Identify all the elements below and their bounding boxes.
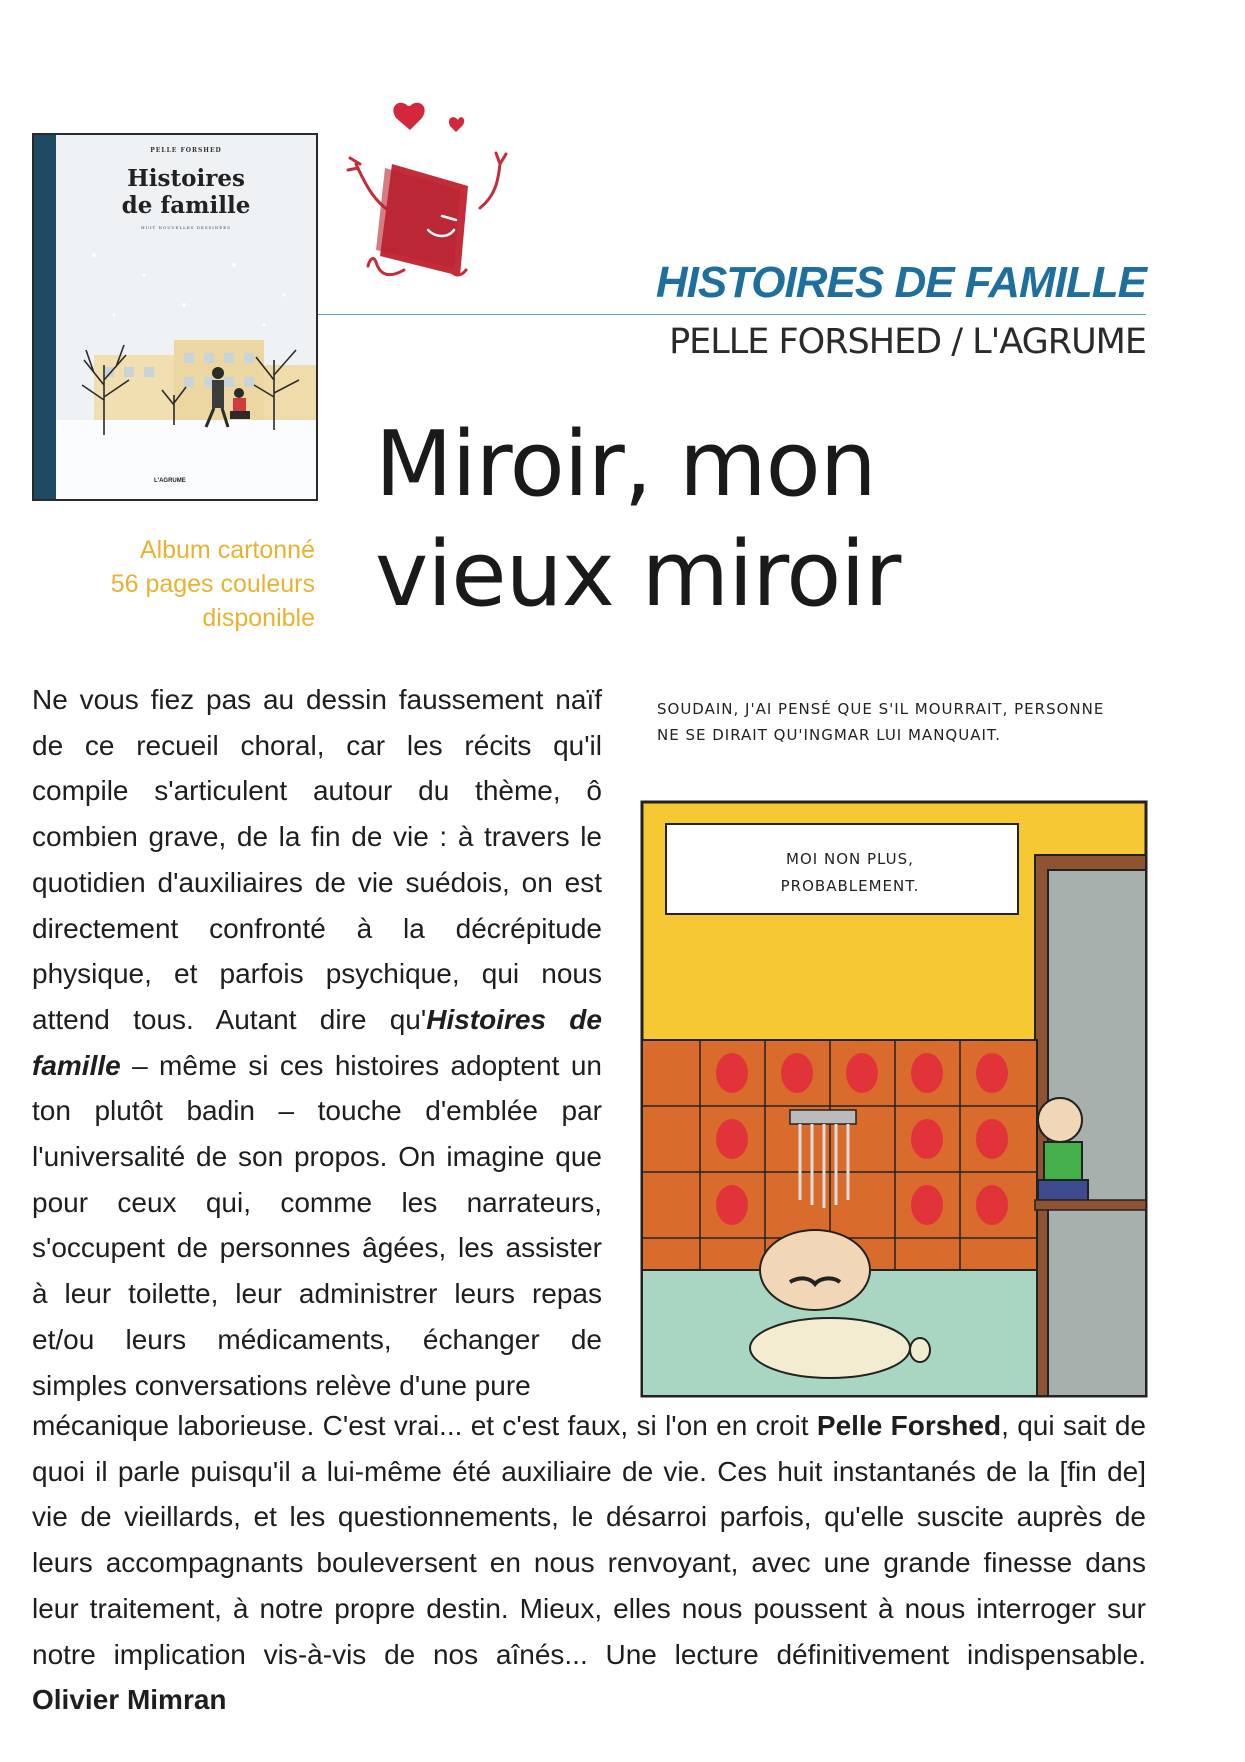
author-inline: Pelle Forshed (816, 1410, 1002, 1441)
book-cover (32, 133, 318, 501)
bubble-line2: PROBABLEMENT. (780, 877, 920, 895)
author-publisher: PELLE FORSHED / L'AGRUME (669, 322, 1146, 362)
series-title: HISTOIRES DE FAMILLE (655, 258, 1146, 307)
cover-title-line1: Histoires (127, 165, 245, 192)
article-signature: Olivier Mimran (32, 1684, 227, 1716)
cover-title-line2: de famille (121, 192, 251, 219)
cover-author: PELLE FORSHED (150, 147, 222, 154)
article-body-column (32, 677, 602, 1408)
article-headline (375, 410, 1155, 630)
book-info-availability: disponible (202, 604, 315, 632)
body-paragraph-1b: – même si ces histoires adoptent un ton plutôt badin – touche d'emblée par l'universalité de son propos. On imagine que pour ceux qui, comme les narrateurs, s'occupent de personnes âgées, les assister à leur toilette, leur administrer leurs repas et/ou leurs médicaments, échanger de simples conversations relève d'une pure (32, 1049, 602, 1401)
article-body-full (32, 1403, 1146, 1723)
book-info (40, 533, 315, 635)
book-title-inline: Histoires de famille (32, 1003, 602, 1081)
comic-caption: SOUDAIN, J'AI PENSÉ QUE S'IL MOURRAIT, PERSONNE NE SE DIRAIT QU'INGMAR LUI MANQUAIT. (657, 700, 1105, 744)
comic-speech-bubble (700, 846, 1000, 900)
headline-line2: vieux miroir (375, 522, 901, 627)
header-divider (318, 314, 1146, 315)
cover-title (56, 165, 316, 219)
bubble-line1: MOI NON PLUS, (786, 850, 914, 868)
body-paragraph-2a: mécanique laborieuse. C'est vrai... et c'est faux, si l'on en croit (32, 1410, 817, 1441)
cover-subtitle: HUIT NOUVELLES DESSINÉES (141, 225, 231, 230)
body-paragraph-1a: Ne vous fiez pas au dessin faussement naïf de ce recueil choral, car les récits qu'il compile s'articulent autour du thème, ô combien grave, de la fin de vie : à travers le quotidien d'auxiliaires de vie suédois, on est directement confronté à la décrépitude physique, et parfois psychique, qui nous attend tous. Autant dire qu' (32, 684, 602, 1035)
book-info-pages: 56 pages couleurs (110, 570, 315, 598)
body-paragraph-2b: , qui sait de quoi il parle puisqu'il a lui-même été auxiliaire de vie. Ces huit instantanés de la [fin de] vie de vieillards, et les questionnements, le désarroi parfois, qu'elle suscite auprès de leurs accompagnants bouleversent en nous renvoyant, avec une grande finesse dans leur traitement, à notre propre destin. Mieux, elles nous poussent à nous interroger sur notre implication vis-à-vis de nos aînés... Une lecture définitivement indispensable. (32, 1410, 1146, 1670)
book-info-format: Album cartonné (139, 536, 315, 564)
cover-publisher: L'AGRUME (154, 478, 186, 484)
book-mascot-icon (330, 98, 530, 298)
headline-line1: Miroir, mon (375, 412, 876, 517)
